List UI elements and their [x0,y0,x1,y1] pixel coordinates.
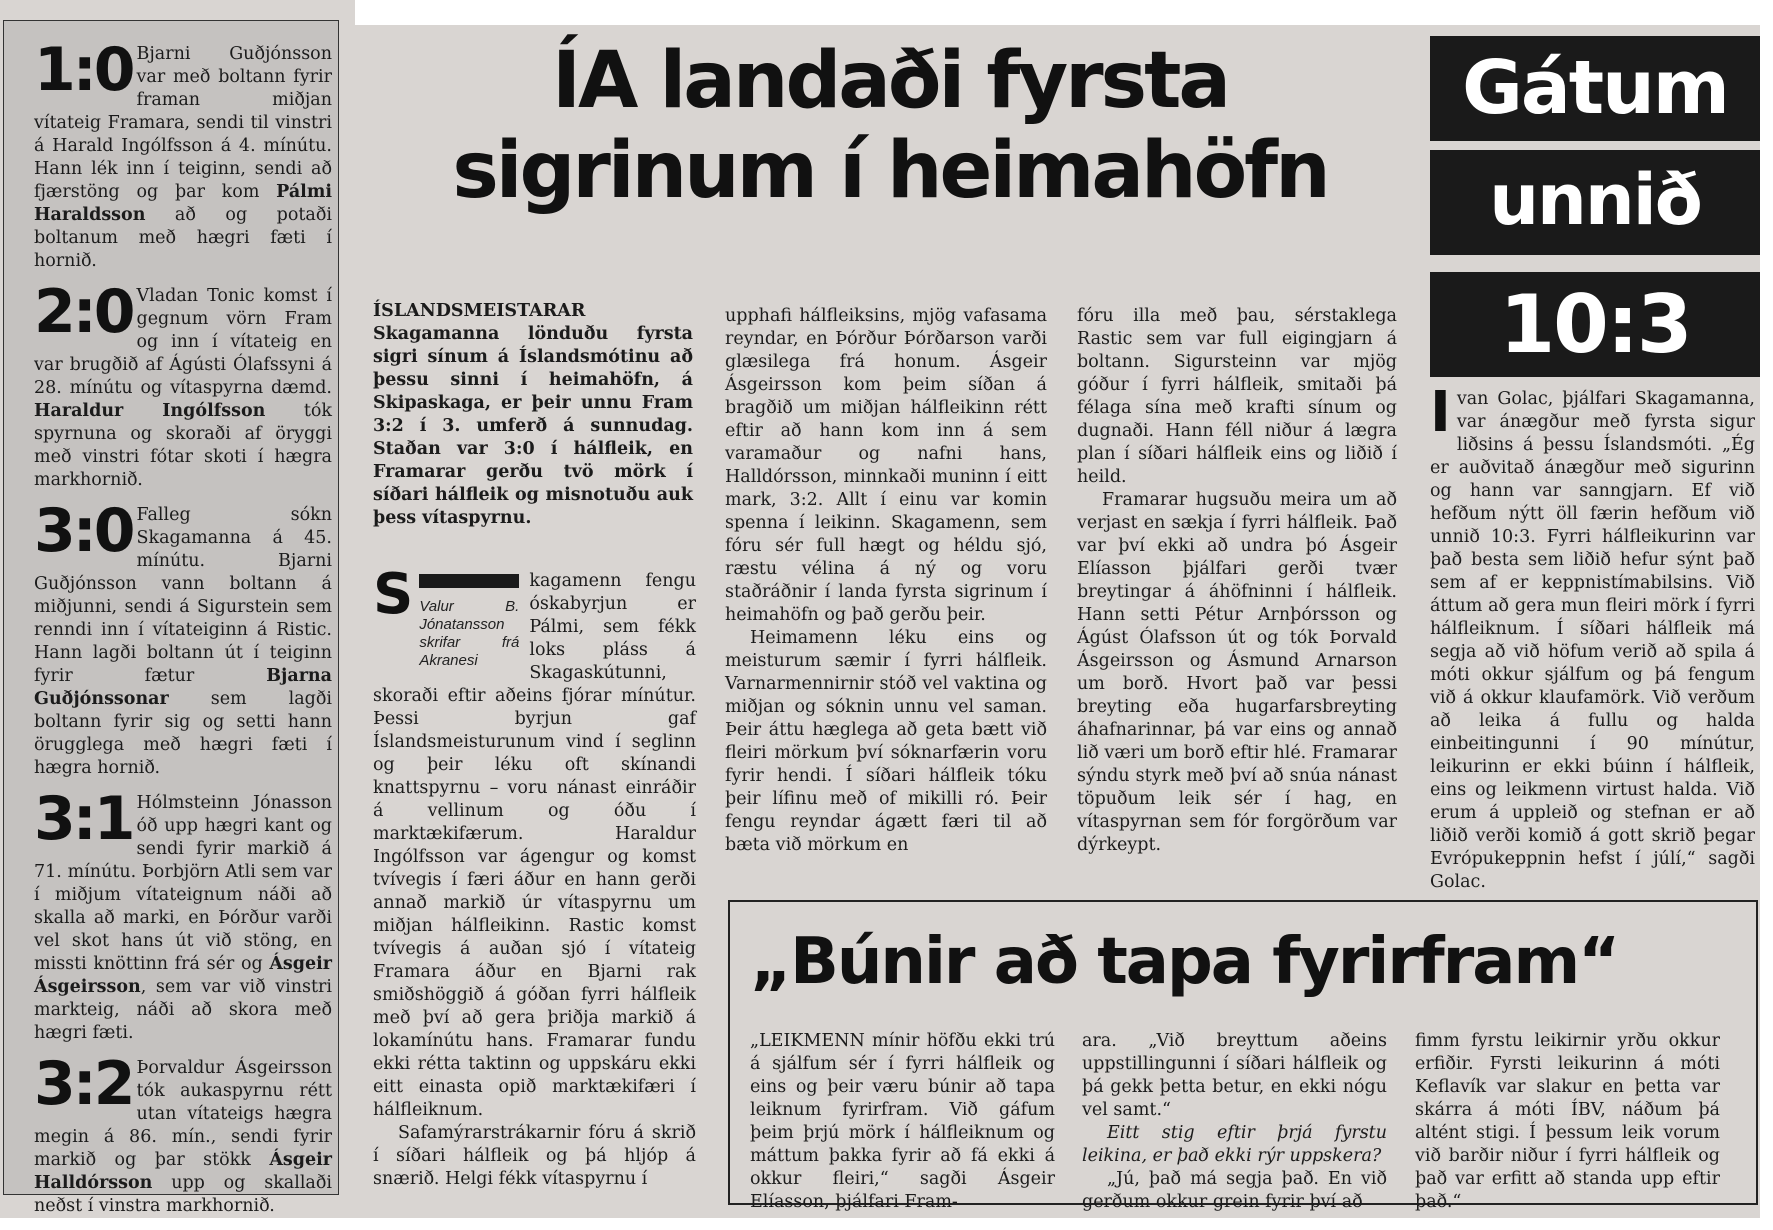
article-paragraph: fóru illa með þau, sérstaklega Rastic sem var full eigingjarn á boltann. Sigursteinn var mjög góður í fyrri hálfleik, smitaði þá félaga sína með krafti sínum og dugnaði. Hann féll niður á lægra plan í síðari hálfleik eins og liðið í heild. [1077,306,1397,487]
quote-paragraph: fimm fyrstu leikirnir yrðu okkur erfiðir. Fyrsti leikurinn á móti Keflavík var slakur en þetta var skárra á móti ÍBV, náðum þá altént stigi. Í þessum leik vorum við barðir niður í fyrri hálfleik og það var erfitt að standa upp eftir það.“ [1415,1031,1720,1212]
headline-line-2: sigrinum í heimahöfn [452,126,1328,216]
quote-question: Eitt stig eftir þrjá fyrstu leikina, er það ekki rýr uppskera? [1082,1123,1387,1166]
goal-3 [34,496,332,780]
goal-score: 2:0 [34,277,133,347]
byline-block [419,574,519,670]
score-box-result: 10:3 [1430,272,1760,377]
quote-paragraph: ara. „Við breyttum aðeins uppstillingunni í síðari hálfleik og þá gekk þetta betur, en ekki nógu vel samt.“ [1082,1031,1387,1120]
byline-text: Valur B. Jónatansson skrifar frá Akranesi [419,598,520,669]
article-column-4 [1430,380,1755,894]
article-paragraph: upphafi hálfleiksins, mjög vafasama reyndar, en Þórður Þórðarson varði glæsilega frá honum. Ásgeir Ásgeirsson kom þeim síðan á bragðið um miðjan hálfleikinn rétt eftir að hann kom inn á sem varamaður og nafni hans, Halldórsson, minnkaði muninn í eitt mark, 3:2. Allt í einu var komin spenna í leikinn. Skagamenn, sem fóru sér full hægt og héldu sjó, ræstu vélina á ný og voru staðráðnir í landa fyrsta sigrinum í heimahöfn og það gerðu þeir. [725,306,1047,625]
goals-sidebar [3,20,339,1216]
goal-text: Vladan Tonic komst í gegnum vörn Fram og inn í vítateig en var brugðið af Ágústi Ólafssyni á 28. mínútu og vítaspyrna dæmd. Haraldur Ingólfsson tók spyrnuna og skoraði af öryggi með vinstri fótar skoti í hægra markhornið. [34,286,332,490]
article-column-3 [1077,305,1397,857]
quote-box [728,900,1758,1212]
article-paragraph: S Valur B. Jónatansson skrifar frá Akranesi kagamenn fengu óskabyrjun er Pálmi, sem fékk loks pláss á Skagaskútunni, skoraði eftir aðeins fjórar mínútur. Þessi byrjun gaf Íslandsmeisturunum vind í seglinn og þeir léku oft skínandi knattspyrnu – voru nánast einráðir á vellinum og óðu í marktækifærum. Haraldur Ingólfsson var ágengur og komst tvívegis í færi áður en hann gerði annað markið úr vítaspyrnu um miðjan hálfleikinn. Rastic komst tvívegis á auðan sjó í vítateig Framara áður en Bjarni rak smiðshöggið á góðan fyrri hálfleik með því að gera þriðja markið á lokamínútu hans. Framarar fundu ekki rétta taktinn og uppskáru ekki eitt einasta opið marktækifæri í hálfleiknum. [373,562,696,1120]
score-box-unnid: unnið [1430,150,1760,255]
quote-column-2 [1082,1030,1387,1214]
drop-cap: I [1430,380,1451,445]
lead-column [373,300,693,530]
quote-column-3 [1415,1030,1720,1214]
quote-paragraph: „Jú, það má segja það. En við gerðum okkur grein fyrir því að [1082,1169,1387,1212]
goal-2 [34,277,332,492]
headline [370,36,1410,216]
goal-score: 3:2 [34,1049,133,1119]
drop-cap: S [373,562,414,627]
quote-box-title: „Búnir að tapa fyrirfram“ [750,925,1619,999]
lead-paragraph: ÍSLANDSMEISTARAR Skagamanna lönduðu fyrsta sigri sínum á Íslandsmótinu að þessu sinni í heimahöfn, á Skipaskaga, er þeir unnu Fram 3:2 í 3. umferð á sunnudag. Staðan var 3:0 í hálfleik, en Framarar gerðu tvö mörk í síðari hálfleik og misnotuðu auk þess vítaspyrnu. [373,301,693,528]
goal-score: 1:0 [34,35,133,105]
goal-text: Falleg sókn Skagamanna á 45. mínútu. Bjarni Guðjónsson vann boltann á miðjunni, sendi á Sigurstein sem renndi inn í vítateiginn á Ristic. Hann lagði boltann út í teiginn fyrir fætur Bjarna Guðjónssonar sem lagði boltann fyrir sig og setti hann örugglega með hægri fæti í hægra hornið. [34,505,332,778]
goal-4 [34,784,332,1045]
goal-score: 3:0 [34,496,133,566]
quote-column-1 [750,1030,1055,1214]
goal-5 [34,1049,332,1218]
byline-rule [419,574,519,588]
article-column-2 [725,305,1047,857]
page-margin-right [1760,0,1773,1218]
goal-text: Hólmsteinn Jónasson óð upp hægri kant og sendi fyrir markið á 71. mínútu. Þorbjörn Atli sem var í miðjum vítateignum náði að skalla að marki, en Þórður varði vel skot hans út við stöng, en missti knöttinn frá sér og Ásgeir Ásgeirsson, sem var við vinstri markteig, náði að skora með hægri fæti. [34,793,332,1043]
goal-score: 3:1 [34,784,133,854]
article-paragraph: Safamýrarstrákarnir fóru á skrið í síðari hálfleik og þá hljóp á snærið. Helgi fékk vítaspyrnu í [373,1123,696,1189]
page-margin-top [355,0,1773,25]
score-box-gatum: Gátum [1430,36,1760,141]
quote-paragraph: „LEIKMENN mínir höfðu ekki trú á sjálfum sér í fyrri hálfleik og eins og þeir væru búnir að tapa leiknum fyrirfram. Við gáfum þeim þrjú mörk í hálfleiknum og máttum þakka fyrir að fá ekki á okkur fleiri,“ sagði Ásgeir Elíasson, þjálfari Fram- [750,1031,1055,1212]
article-paragraph: Ivan Golac, þjálfari Skagamanna, var ánægður með fyrsta sigur liðsins á þessu Íslandsmóti. „Ég er auðvitað ánægður með sigurinn og hann var sanngjarn. Ef við hefðum nýtt öll færin hefðum við unnið 10:3. Fyrri hálfleikurinn var það besta sem liðið hefur sýnt það sem af er keppnistímabilsins. Við áttum að gera mun fleiri mörk í fyrri hálfleiknum. Í síðari hálfleik má segja að við höfum verið að spila á móti okkur sjálfum og þá fengum við á okkur klaufamörk. Við verðum að leika á fullu og halda einbeitingunni í 90 mínútur, leikurinn er ekki búinn í hálfleik, eins og leikmenn virtust halda. Við erum á uppleið og stefnan er að liðið verði komið á gott skrið þegar Evrópukeppnin hefst í júlí,“ sagði Golac. [1430,380,1755,892]
article-column-1 [373,562,696,1191]
headline-line-1: ÍA landaði fyrsta [552,36,1228,126]
goal-text: Bjarni Guðjónsson var með boltann fyrir framan miðjan vítateig Framara, sendi til vinstri á Harald Ingólfsson á 4. mínútu. Hann lék inn í teiginn, sendi að fjærstöng og þar kom Pálmi Haraldsson að og potaði boltanum með hægri fæti í hornið. [34,44,332,271]
article-paragraph: Heimamenn léku eins og meisturum sæmir í fyrri hálfleik. Varnarmennirnir stóð vel vaktina og miðjan og sóknin unnu vel saman. Þeir áttu hæglega að geta bætt við fleiri mörkum því sóknarfærin voru fyrir hendi. Í síðari hálfleik tóku þeir lífinu með of mikilli ró. Þeir fengu reyndar ágætt færi til að bæta við mörkum en [725,628,1047,855]
article-paragraph: Framarar hugsuðu meira um að verjast en sækja í fyrri hálfleik. Það var því ekki að undra þó Ásgeir Elíasson þjálfari gerði tvær breytingar á áhöfninni í hálfleik. Hann setti Pétur Arnþórsson og Ágúst Ólafsson út og tók Þorvald Ásgeirsson og Ásmund Arnarson um borð. Hvort það var þessi breyting eða hugarfarsbreyting áhafnarinnar, þá var eins og annað lið væri um borð eftir hlé. Framarar sýndu styrk með því að snúa nánast töpuðum leik sér í hag, en vítaspyrnan sem fór forgörðum var dýrkeypt. [1077,490,1397,855]
goal-text: Þorvaldur Ásgeirsson tók aukaspyrnu rétt utan vítateigs hægra megin á 86. mín., sendi fyrir markið og þar stökk Ásgeir Halldórsson upp og skallaði neðst í vinstra markhornið. [34,1058,332,1216]
goal-1 [34,35,332,273]
